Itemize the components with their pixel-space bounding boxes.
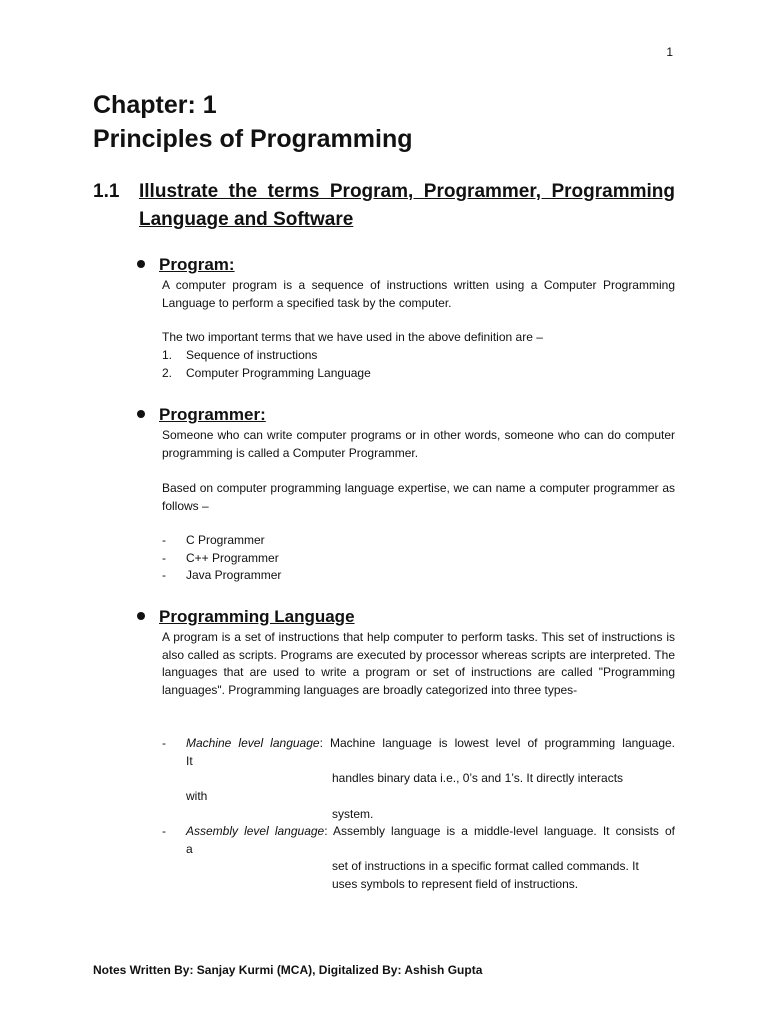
list-item [162, 550, 279, 568]
wrapped-word: a [186, 841, 193, 856]
list-marker: 2. [162, 366, 173, 380]
bullet-icon [137, 410, 145, 418]
language-type-desc: : Assembly language is a middle-level language. It consists of [324, 824, 675, 838]
list-item-text: C Programmer [186, 533, 265, 547]
programmer-definition: Someone who can write computer programs or in other words, someone who can do computer programming is called a Computer Programmer. [162, 428, 675, 460]
language-type-desc: : Machine language is lowest level of programming language. [319, 736, 676, 750]
list-marker: - [162, 551, 166, 565]
program-intro: The two important terms that we have used in the above definition are – [162, 330, 543, 344]
list-item-text: Sequence of instructions [186, 348, 318, 362]
wrapped-word: It [186, 753, 193, 768]
list-marker: - [162, 568, 166, 582]
heading-program-label: Program: [159, 255, 235, 274]
bullet-icon [137, 260, 145, 268]
bullet-icon [137, 612, 145, 620]
language-type-continuation: system. [332, 807, 374, 821]
language-type-head [186, 735, 675, 753]
chapter-title [93, 88, 683, 156]
section-title: Illustrate the terms Program, Programmer, Programming Language and Software [139, 181, 675, 230]
list-item [162, 365, 371, 383]
heading-programming-language [137, 606, 355, 628]
chapter-name: Principles of Programming [93, 125, 413, 153]
list-item [162, 567, 281, 585]
list-marker: 1. [162, 348, 173, 362]
section-number: 1.1 [93, 181, 120, 202]
heading-program [137, 254, 235, 276]
language-type-continuation: set of instructions in a specific format called commands. It [332, 859, 639, 873]
heading-programmer [137, 404, 266, 426]
list-item [162, 347, 317, 365]
heading-programmer-label: Programmer: [159, 405, 266, 424]
programmer-intro: Based on computer programming language expertise, we can name a computer programmer as follows – [162, 481, 675, 513]
language-type-name: Machine level language [186, 736, 320, 750]
list-item [162, 532, 265, 550]
language-type-continuation: uses symbols to represent field of instructions. [332, 877, 579, 891]
programming-language-definition: A program is a set of instructions that help computer to perform tasks. This set of instructions is also called as scripts. Programs are executed by processor whereas scripts are interpreted. The languages that are used to write a program or set of instructions are called "Programming languages". Programming languages are broadly categorized into three types- [162, 630, 675, 697]
list-item-text: Computer Programming Language [186, 366, 371, 380]
list-marker: - [162, 736, 166, 750]
chapter-number: Chapter: 1 [93, 91, 217, 119]
page-number: 1 [666, 45, 673, 59]
list-marker: - [162, 533, 166, 547]
language-type-name: Assembly level language [186, 824, 325, 838]
language-type-head [186, 823, 675, 841]
page-footer: Notes Written By: Sanjay Kurmi (MCA), Digitalized By: Ashish Gupta [93, 963, 483, 977]
list-marker: - [162, 824, 166, 838]
list-item-text: C++ Programmer [186, 551, 279, 565]
wrapped-word: with [186, 789, 208, 803]
program-definition: A computer program is a sequence of instructions written using a Computer Programming Language to perform a specified task by the computer. [162, 278, 675, 310]
heading-programming-language-label: Programming Language [159, 607, 355, 626]
language-type-continuation: handles binary data i.e., 0’s and 1’s. It directly interacts [332, 771, 624, 785]
list-item-text: Java Programmer [186, 568, 282, 582]
